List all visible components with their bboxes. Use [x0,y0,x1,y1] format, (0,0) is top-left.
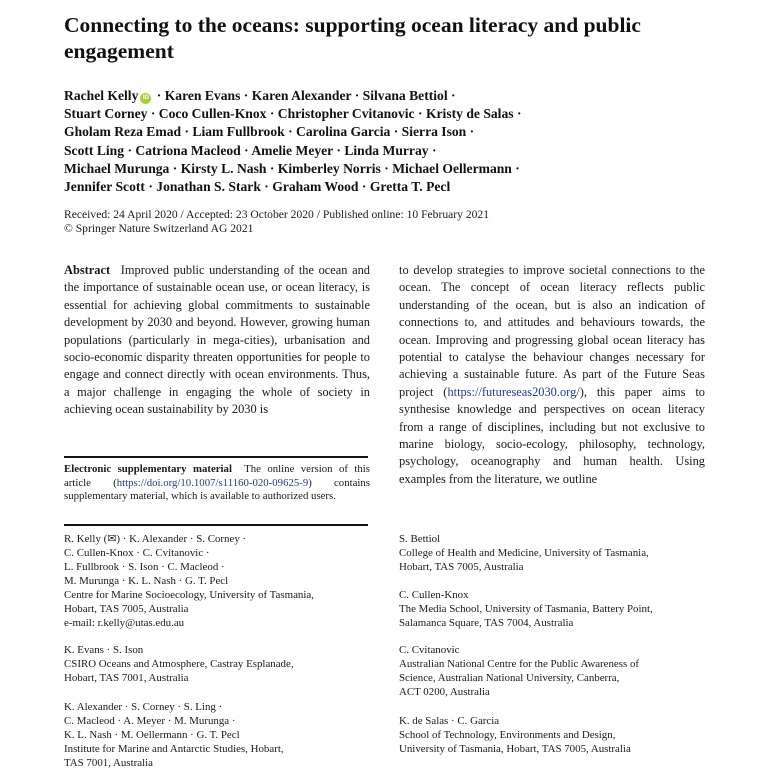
affiliation-address: University of Tasmania, Hobart, TAS 7005, Australia [399,743,631,755]
article-title: Connecting to the oceans: supporting ocean literacy and public engagement [64,13,641,63]
affiliation-authors: C. Macleod · A. Meyer · M. Murunga · [64,715,236,727]
affiliation-authors: K. de Salas · C. Garcia [399,715,500,727]
author-name[interactable]: Michael Oellermann [392,160,512,176]
author-line [64,160,584,178]
author-name[interactable]: Silvana Bettiol [362,88,448,103]
abstract-text-right-1: to develop strategies to improve societal connections to the ocean. The concept of ocean literacy reflects public understanding of the ocean, but is also an indication of connections to, and attitudes and behaviours towards, the ocean. Improving and progressing global ocean literacy has potential to catalyse the behaviour changes necessary for achieving a sustainable future. As part of the Future Seas project ( [399,263,705,399]
author-separator: · [240,142,252,158]
affiliation-address: Institute for Marine and Antarctic Studies, Hobart, [64,743,284,755]
affiliation-authors: C. Cvitanovic [399,644,460,656]
esm-text-1: The online version of this article ( [64,463,370,489]
affiliation-authors: K. Evans · S. Ison [64,644,144,656]
author-name[interactable]: Stuart Corney [64,106,148,122]
author-name[interactable]: Michael Murunga [64,160,170,176]
author-line [64,178,584,196]
affiliation-authors: L. Fullbrook · S. Ison · C. Macleod · [64,561,225,573]
author-name[interactable]: Jonathan S. Stark [156,179,261,195]
author-separator: · [124,142,136,158]
affiliation-authors: S. Bettiol [399,533,441,545]
author-name[interactable]: Christopher Cvitanovic [277,106,415,122]
author-separator: · [169,160,181,176]
author-name[interactable]: Catriona Macleod [135,142,241,158]
affiliation-address: CSIRO Oceans and Atmosphere, Castray Esplanade, [64,658,294,670]
affiliations-top-rule [64,524,368,526]
author-separator: · [332,142,345,158]
affiliation-block [399,643,709,699]
author-name[interactable]: Amelie Meyer [251,142,333,158]
author-name[interactable]: Kristy de Salas [425,106,514,122]
author-separator: · [240,88,252,103]
author-name[interactable]: Rachel Kelly [64,88,139,103]
author-separator: · [390,124,402,140]
author-line [64,142,584,160]
author-line [64,105,584,123]
abstract-left-column [64,262,370,419]
affiliation-address: Salamanca Square, TAS 7004, Australia [399,617,574,629]
dates-line: Received: 24 April 2020 / Accepted: 23 October 2020 / Published online: 10 February 2021 [64,208,490,221]
affiliation-block [399,532,709,574]
author-name[interactable]: Karen Alexander [251,88,352,103]
author-name[interactable]: Gholam Reza Emad [64,124,182,140]
abstract-label: Abstract [64,263,111,277]
affiliation-address: Centre for Marine Socioecology, University of Tasmania, [64,589,314,601]
affiliation-address: TAS 7001, Australia [64,757,153,769]
affiliation-address: College of Health and Medicine, University of Tasmania, [399,547,649,559]
doi-link[interactable]: https://doi.org/10.1007/s11160-020-09625-9 [116,476,309,489]
affiliation-block [64,700,374,770]
affiliation-block [64,643,374,685]
author-name[interactable]: Liam Fullbrook [192,124,285,140]
affiliation-authors: M. Murunga · K. L. Nash · G. T. Pecl [64,575,229,587]
affiliation-address: The Media School, University of Tasmania, Battery Point, [399,603,653,615]
abstract-text-right-2: ), this paper aims to synthesise knowledge and perspectives on ocean literacy from a range of disciplines, including but not exclusive to marine biology, socio-ecology, philosophy, technology, psychology, oceanography and human health. Using examples from the literature, we outline [399,384,706,486]
author-name[interactable]: Kimberley Norris [277,160,381,176]
publication-dates [64,208,624,236]
author-separator: · [358,179,370,195]
author-name[interactable]: Jennifer Scott [64,179,145,195]
author-separator: · [513,106,522,122]
affiliation-address: Hobart, TAS 7001, Australia [64,672,189,684]
author-separator: · [351,88,363,103]
author-separator: · [447,88,456,103]
author-separator: · [144,179,157,195]
affiliation-authors: K. L. Nash · M. Oellermann · G. T. Pecl [64,729,240,741]
affiliation-address: School of Technology, Environments and Design, [399,729,616,741]
author-name[interactable]: Gretta T. Pecl [369,179,451,195]
esm-top-rule [64,456,368,458]
author-name[interactable]: Carolina Garcia [296,124,391,140]
author-name[interactable]: Kirsty L. Nash [180,160,267,176]
author-line [64,87,584,105]
author-list [64,87,584,196]
author-separator: · [266,160,278,176]
copyright-line: © Springer Nature Switzerland AG 2021 [64,222,254,235]
author-separator: · [260,179,273,195]
author-name[interactable]: Graham Wood [272,179,359,195]
esm-text-2: ) contains supplementary material, which is available to authorized users. [64,476,370,502]
abstract-right-column [399,262,705,488]
orcid-icon[interactable]: iD [140,93,151,104]
author-separator: · [380,160,393,176]
supplementary-note [64,463,370,504]
affiliation-address: Hobart, TAS 7005, Australia [64,603,189,615]
author-name[interactable]: Scott Ling [64,142,125,158]
affiliation-authors: R. Kelly (✉) · K. Alexander · S. Corney · [64,533,247,545]
author-name[interactable]: Linda Murray [344,142,429,158]
affiliation-block [64,532,374,630]
affiliation-address: Science, Australian National University, Canberra, [399,672,620,684]
author-separator: · [153,88,165,103]
futureseas-link[interactable]: https://futureseas2030.org/ [447,384,580,399]
affiliation-authors: C. Cullen-Knox [399,589,469,601]
author-name[interactable]: Coco Cullen-Knox [158,106,267,122]
affiliation-authors: C. Cullen-Knox · C. Cvitanovic · [64,547,210,559]
author-separator: · [181,124,193,140]
author-name[interactable]: Karen Evans [164,88,241,103]
author-separator: · [511,160,520,176]
author-separator: · [466,124,475,140]
author-separator: · [428,142,437,158]
affiliation-address: Hobart, TAS 7005, Australia [399,561,524,573]
affiliation-email[interactable]: e-mail: r.kelly@utas.edu.au [64,617,185,629]
affiliation-block [399,714,709,756]
author-separator: · [147,106,159,122]
affiliation-block [399,588,709,630]
affiliation-authors: K. Alexander · S. Corney · S. Ling · [64,701,223,713]
affiliation-address: ACT 0200, Australia [399,686,490,698]
abstract-text-left: Improved public understanding of the ocean and the importance of sustainable ocean use, or ocean literacy, is essential for achieving global commitments to sustainable development by 2030 and beyond. However, growing human populations (particularly in mega-cities), urbanisation and socio-economic disparity threaten opportunities for people to engage and connect directly with ocean environments. Thus, a major challenge in engaging the whole of society in achieving ocean sustainability by 2030 is [64,263,370,417]
author-name[interactable]: Sierra Ison [401,124,467,140]
author-separator: · [266,106,278,122]
affiliation-address: Australian National Centre for the Public Awareness of [399,658,640,670]
author-separator: · [284,124,297,140]
author-separator: · [414,106,426,122]
esm-label: Electronic supplementary material [64,463,232,475]
author-line [64,123,584,141]
